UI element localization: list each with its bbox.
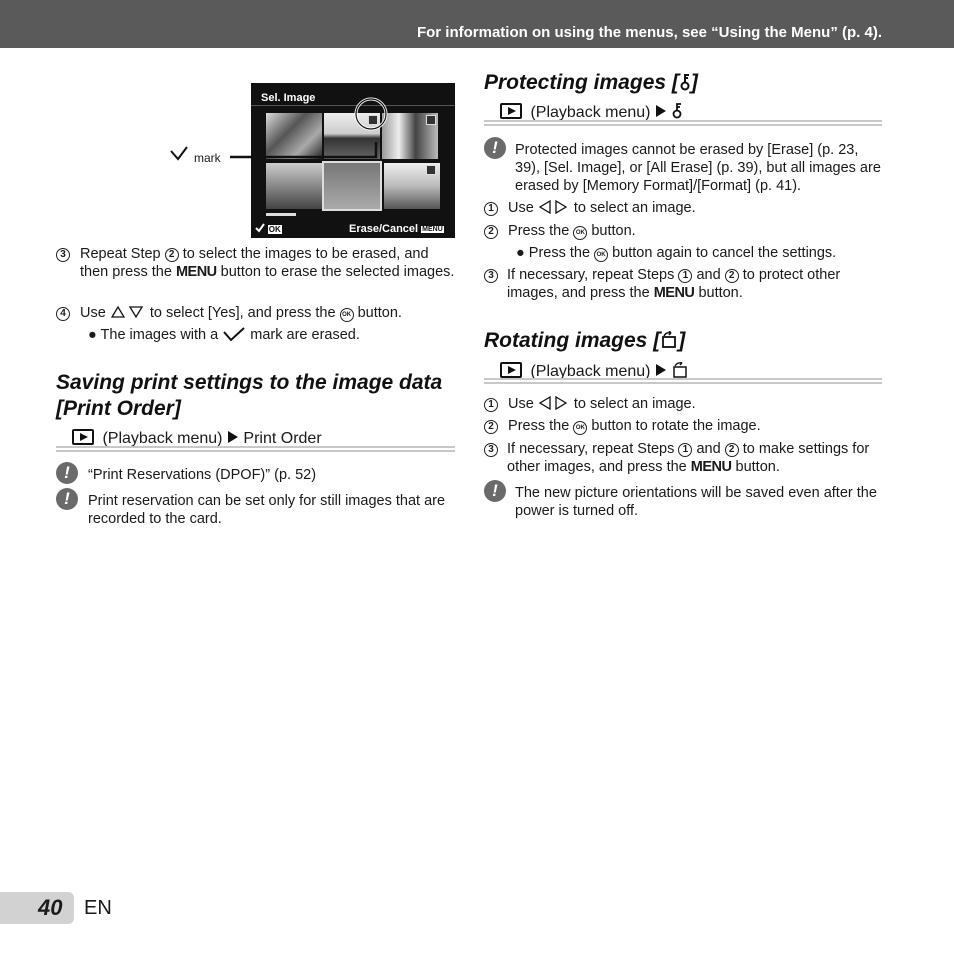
step-number-ref: 2 xyxy=(725,269,739,283)
caution-icon: ! xyxy=(484,480,506,502)
step-number: 1 xyxy=(484,202,498,216)
scroll-indicator xyxy=(266,213,296,216)
step-number: 3 xyxy=(56,248,70,262)
screen-title: Sel. Image xyxy=(261,92,316,104)
step-number: 3 xyxy=(484,443,498,457)
section-rule xyxy=(56,446,455,452)
section-title-print-order: Saving print settings to the image data [Print Order] xyxy=(56,371,443,420)
callout-label: mark xyxy=(194,151,221,165)
check-mark-icon xyxy=(222,326,246,342)
rotate-step-1: 1 Use to select an image. xyxy=(484,395,884,413)
note-text: Protected images cannot be erased by [Erase] (p. 23, 39), [Sel. Image], or [All Erase] (p. 39), but all images are erased by [Memory Format]/[Format] (p. 41). xyxy=(515,142,881,194)
menu-badge: MENU xyxy=(422,226,443,233)
step-number-ref: 1 xyxy=(678,269,692,283)
check-mark-icon xyxy=(255,223,265,233)
caution-icon: ! xyxy=(484,137,506,159)
callout-circle xyxy=(354,97,388,131)
ok-check-indicator xyxy=(255,221,283,235)
check-box xyxy=(426,165,436,175)
menu-path-protect: (Playback menu) xyxy=(500,103,880,123)
up-down-arrows-icon xyxy=(110,305,146,319)
step-number: 4 xyxy=(56,307,70,321)
caution-icon: ! xyxy=(56,462,78,484)
right-triangle-icon xyxy=(655,104,667,118)
step-number: 2 xyxy=(484,420,498,434)
note-text: The new picture orientations will be saved even after the power is turned off. xyxy=(515,485,877,519)
step-number-ref: 2 xyxy=(165,248,179,262)
page-number-tab xyxy=(0,892,74,924)
erase-cancel-label: Erase/Cancel MENU xyxy=(349,223,443,235)
bullet-cancel: ● Press the OK button again to cancel the settings. xyxy=(516,245,837,261)
ok-badge: OK xyxy=(268,225,281,234)
menu-button-label: MENU xyxy=(690,459,732,475)
ok-button-icon: OK xyxy=(573,421,587,435)
left-right-arrows-icon xyxy=(538,200,570,214)
section-title-rotate: Rotating images [ ] xyxy=(484,329,686,352)
page-number: 40 xyxy=(38,895,63,920)
page-language: EN xyxy=(84,897,112,919)
right-triangle-icon xyxy=(227,430,239,444)
rotate-step-2: 2 Press the OK button to rotate the image. xyxy=(484,417,884,435)
caution-icon: ! xyxy=(56,488,78,510)
menu-path-print-order: (Playback menu) Print Order xyxy=(72,429,462,449)
step-number-ref: 2 xyxy=(725,443,739,457)
right-triangle-icon xyxy=(655,363,667,377)
playback-icon xyxy=(72,429,94,445)
playback-icon xyxy=(500,362,522,378)
check-box xyxy=(426,115,436,125)
rotate-icon xyxy=(671,362,689,378)
protect-key-icon xyxy=(679,73,691,91)
ok-button-icon: OK xyxy=(594,248,608,262)
page-header-text: For information on using the menus, see “Using the Menu” (p. 4). xyxy=(416,24,882,41)
menu-button-label: MENU xyxy=(653,285,695,301)
section-rule xyxy=(484,378,882,384)
step-number: 3 xyxy=(484,269,498,283)
playback-icon xyxy=(500,103,522,119)
menu-path-rotate: (Playback menu) xyxy=(500,362,880,382)
rotate-icon xyxy=(660,331,678,349)
bullet-erased: ● The images with a mark are erased. xyxy=(88,327,360,343)
ok-button-icon: OK xyxy=(340,308,354,322)
screen-divider xyxy=(251,105,455,106)
check-mark-icon xyxy=(171,147,187,159)
ok-button-icon: OK xyxy=(573,226,587,240)
protect-step-2: 2 Press the OK button. xyxy=(484,222,884,240)
menu-button-label: MENU xyxy=(175,264,217,280)
page-header-bar xyxy=(0,0,954,48)
section-rule xyxy=(484,120,882,126)
protect-step-1: 1 Use to select an image. xyxy=(484,199,884,217)
protect-key-icon xyxy=(671,103,683,119)
note-text: Print reservation can be set only for still images that are recorded to the card. xyxy=(88,493,446,527)
note-text: “Print Reservations (DPOF)” (p. 52) xyxy=(88,467,317,483)
step-number-ref: 1 xyxy=(678,443,692,457)
step-number: 2 xyxy=(484,225,498,239)
section-title-protect: Protecting images [ ] xyxy=(484,71,698,94)
step-number: 1 xyxy=(484,398,498,412)
left-right-arrows-icon xyxy=(538,396,570,410)
